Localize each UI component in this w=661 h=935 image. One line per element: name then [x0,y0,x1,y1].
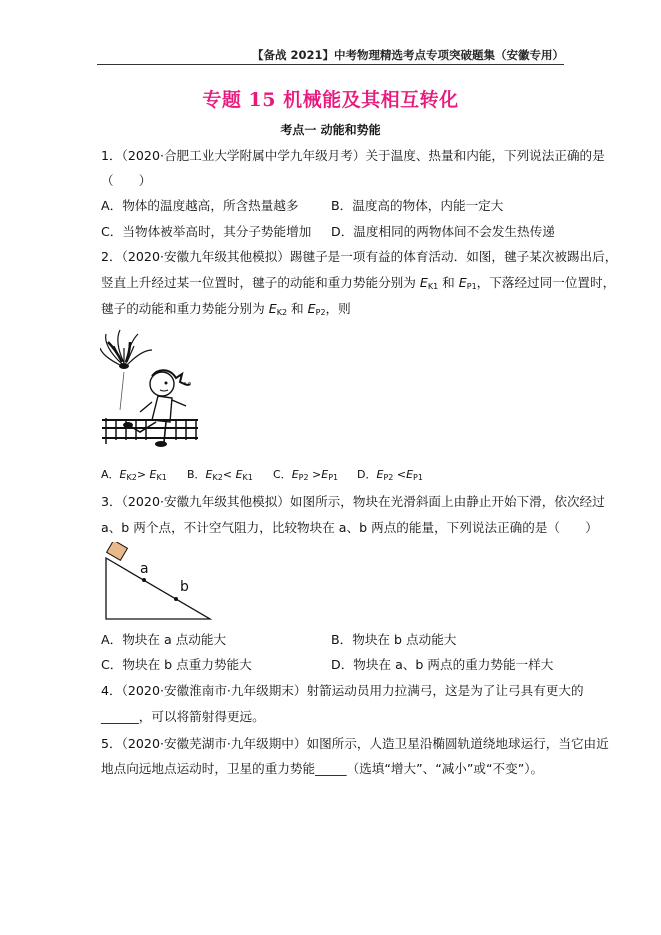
q1-stem-line2: （ ） [101,173,152,188]
q2-option-b: B．$E_{K2}< E_{K1}$ [187,468,253,482]
q2-stem-line2: 竖直上升经过某一位置时，毽子的动能和重力势能分别为 $E_{K1}$ 和 $E_{P1}$，下落经过同一位置时， [101,275,616,291]
q3-option-a: A．物块在 a 点动能大 [101,632,227,647]
q3-stem-line2: a、b 两个点，不计空气阻力，比较物块在 a、b 两点的能量，下列说法正确的是（ ） [101,520,598,535]
q2-stem-line1: 2．（2020·安徽九年级其他模拟）踢毽子是一项有益的体育活动．如图，毽子某次被踢出后， [101,249,618,264]
shuttlecock-kick-illustration [100,328,200,452]
q4-stem-line2: ______，可以将箭射得更远。 [101,709,265,724]
q3-stem-line1: 3．（2020·安徽九年级其他模拟）如图所示，物块在光滑斜面上由静止开始下滑，依次经过 [101,494,605,509]
page-header: 【备战 2021】中考物理精选考点专项突破题集（安徽专用） [251,48,564,62]
q3-option-d: D．物块在 a、b 两点的重力势能一样大 [331,657,554,672]
q1-option-b: B．温度高的物体，内能一定大 [331,198,504,213]
q5-stem-line1: 5．（2020·安徽芜湖市·九年级期中）如图所示，人造卫星沿椭圆轨道绕地球运行，当它由近 [101,736,609,751]
q2-stem-line3: 毽子的动能和重力势能分别为 $E_{K2}$ 和 $E_{P2}$，则 [101,301,351,317]
q1-option-a: A．物体的温度越高，所含热量越多 [101,198,299,213]
section-heading: 考点一 动能和势能 [280,123,381,137]
point-a [142,578,146,582]
q2-option-c: C．$E_{P2} >E_{P1}$ [273,468,339,482]
q1-stem-line1: 1．（2020·合肥工业大学附属中学九年级月考）关于温度、热量和内能，下列说法正确的是 [101,148,605,163]
label-b: b [180,579,189,595]
q4-stem-line1: 4．（2020·安徽淮南市·九年级期末）射箭运动员用力拉满弓，这是为了让弓具有更大的 [101,683,584,698]
q2-option-d: D．$E_{P2} <E_{P1}$ [357,468,423,482]
incline-diagram [100,542,215,622]
q1-option-d: D．温度相同的两物体间不会发生热传递 [331,224,555,239]
q2-option-a: A．$E_{K2}> E_{K1}$ [101,468,167,482]
q3-option-b: B．物块在 b 点动能大 [331,632,457,647]
point-b [174,597,178,601]
q5-stem-line2: 地点向远地点运动时，卫星的重力势能_____（选填“增大”、“减小”或“不变”）。 [101,761,544,776]
header-divider [97,64,564,65]
label-a: a [140,561,149,577]
q1-option-c: C．当物体被举高时，其分子势能增加 [101,224,312,239]
svg-text:∘∘: ∘∘ [182,379,193,388]
page-title: 专题 15 机械能及其相互转化 [202,89,459,111]
q3-option-c: C．物块在 b 点重力势能大 [101,657,252,672]
